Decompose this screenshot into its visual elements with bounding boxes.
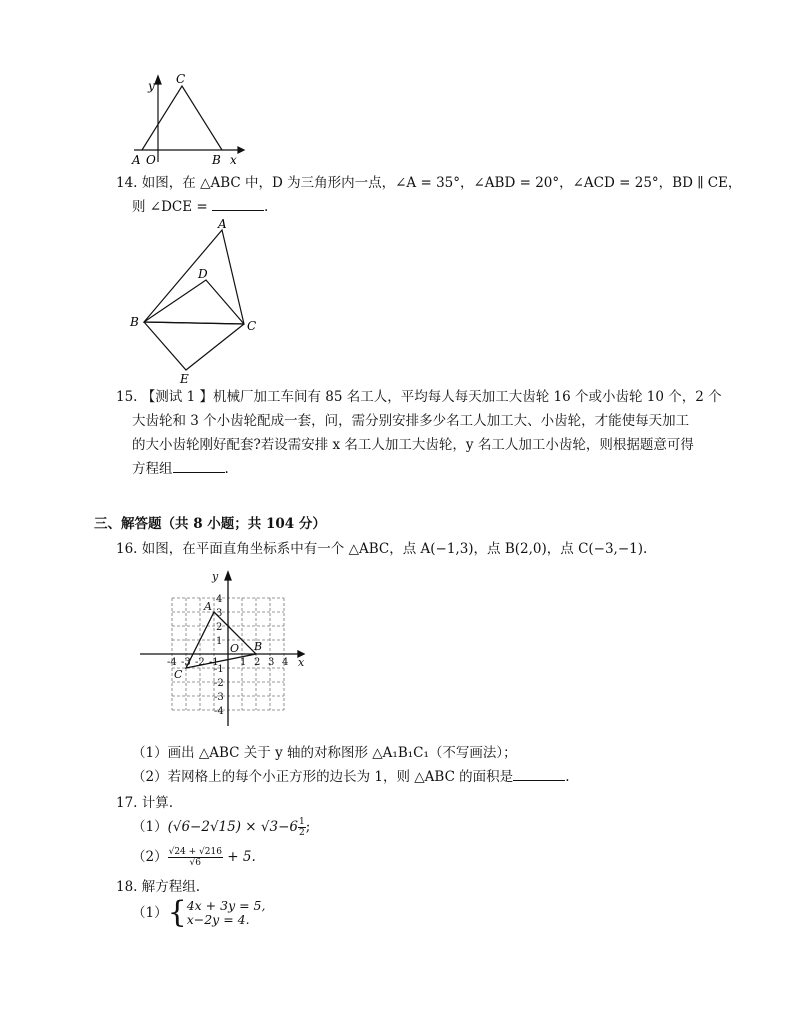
question-14	[116, 172, 741, 194]
label-b: B	[254, 640, 263, 653]
y-tick: -4	[214, 706, 224, 717]
y-tick: -1	[214, 664, 224, 675]
y-axis-arrow	[225, 572, 231, 580]
q17-p1-frac-num: 1	[299, 817, 305, 827]
q18-eq2: x−2y = 4.	[186, 912, 250, 927]
label-c: C	[174, 668, 183, 681]
q17-p1-expr: (√6−2√15) × √3−6	[167, 819, 298, 835]
q17-number: 17.	[116, 795, 138, 811]
q18-part1	[132, 895, 266, 930]
x-tick: 4	[282, 657, 289, 668]
q16-number: 16.	[116, 541, 138, 557]
label-d: D	[198, 267, 208, 281]
q18-eq1: 4x + 3y = 5,	[186, 898, 266, 913]
q15-line2: 大齿轮和 3 个小齿轮配成一套，问，需分别安排多少名工人加工大、小齿轮，才能使每天加工	[132, 413, 690, 429]
y-tick: -2	[214, 678, 224, 689]
q17-p1-fraction	[298, 817, 306, 838]
q14-line2	[132, 196, 268, 218]
label-a: A	[204, 600, 212, 613]
label-c: C	[247, 319, 257, 333]
y-axis-arrow	[155, 76, 161, 84]
label-o: O	[230, 642, 240, 655]
label-a: A	[218, 217, 227, 231]
label-c: C	[176, 72, 186, 86]
label-a: A	[132, 153, 141, 167]
question-16	[116, 538, 647, 560]
figure-q13	[128, 70, 248, 170]
q17-p1-label: （1）	[132, 819, 168, 835]
q17-p2-den: √6	[189, 858, 202, 868]
q15-line4	[132, 458, 229, 480]
q17-p2-fraction	[168, 847, 223, 868]
q17-p2-end: + 5.	[227, 849, 256, 865]
triangle-abc	[144, 230, 244, 324]
x-tick: -3	[181, 657, 191, 668]
q14-number: 14.	[116, 175, 138, 191]
q17-p1-end: ;	[305, 819, 311, 835]
label-b: B	[212, 153, 221, 167]
label-y: y	[148, 79, 155, 93]
y-tick: -3	[214, 692, 224, 703]
q18-title: 解方程组.	[141, 879, 201, 895]
q15-line3: 的大小齿轮刚好配套?若设需安排 x 名工人加工大齿轮，y 名工人加工小齿轮，则根据题意可得	[132, 437, 694, 453]
y-tick: 4	[216, 594, 223, 605]
q16-part2-pre: （2）若网格上的每个小正方形的边长为 1，则 △ABC 的面积是	[132, 769, 514, 785]
question-15	[116, 386, 722, 408]
q18-equation-system	[187, 899, 266, 927]
y-tick: 1	[216, 636, 223, 647]
q17-title: 计算.	[141, 795, 174, 811]
question-17	[116, 792, 173, 814]
q16-answer-blank[interactable]	[513, 766, 565, 781]
x-tick: -4	[167, 657, 177, 668]
q15-answer-blank[interactable]	[173, 458, 225, 473]
q17-part2	[132, 846, 256, 868]
q17-part1	[132, 816, 310, 838]
brace-icon: {	[167, 895, 187, 930]
section-3-title: 三、解答题（共 8 小题；共 104 分）	[94, 516, 326, 532]
q18-number: 18.	[116, 879, 138, 895]
x-axis-arrow	[238, 147, 244, 153]
y-tick: 2	[216, 622, 223, 633]
label-b: B	[130, 315, 139, 329]
q14-answer-blank[interactable]	[212, 196, 264, 211]
x-tick: 2	[254, 657, 261, 668]
q15-line4-post: .	[224, 461, 229, 477]
q17-p2-label: （2）	[132, 849, 168, 865]
figure-q16-grid	[136, 566, 312, 732]
q14-line1: 如图，在 △ABC 中，D 为三角形内一点，∠A = 35°，∠ABD = 20°，∠ACD = 25°，BD ∥ CE，	[141, 175, 742, 191]
question-18	[116, 876, 200, 898]
x-tick: -1	[209, 657, 219, 668]
q15-line4-pre: 方程组	[132, 461, 173, 477]
triangle-abc	[142, 86, 222, 150]
segment-bc	[144, 322, 244, 324]
x-tick: -2	[195, 657, 205, 668]
x-tick: 3	[268, 657, 275, 668]
label-x: x	[230, 153, 237, 167]
segment-bdc	[144, 280, 244, 324]
segment-bec	[144, 322, 244, 370]
q17-p1-frac-den: 2	[299, 828, 305, 838]
q16-stem: 如图，在平面直角坐标系中有一个 △ABC，点 A(−1,3)，点 B(2,0)，点 C(−3,−1).	[141, 541, 648, 557]
q14-line2-post: .	[264, 199, 269, 215]
q16-part1: （1）画出 △ABC 关于 y 轴的对称图形 △A₁B₁C₁（不写画法）；	[132, 745, 517, 761]
q18-p1-label: （1）	[132, 905, 168, 921]
q16-part2-post: .	[565, 769, 570, 785]
label-y: y	[212, 570, 219, 583]
figure-q14	[124, 216, 274, 386]
label-e: E	[180, 372, 189, 386]
y-tick: 3	[216, 608, 223, 619]
q14-line2-pre: 则 ∠DCE =	[132, 199, 208, 215]
x-tick: 1	[240, 657, 247, 668]
q15-number: 15.	[116, 389, 138, 405]
q17-p2-num: √24 + √216	[168, 847, 222, 857]
q15-line1: 【测试 1 】机械厂加工车间有 85 名工人，平均每人每天加工大齿轮 16 个或小齿轮 10 个，2 个	[141, 389, 722, 405]
label-x: x	[298, 656, 305, 669]
label-o: O	[146, 153, 156, 167]
q16-part2	[132, 766, 569, 788]
